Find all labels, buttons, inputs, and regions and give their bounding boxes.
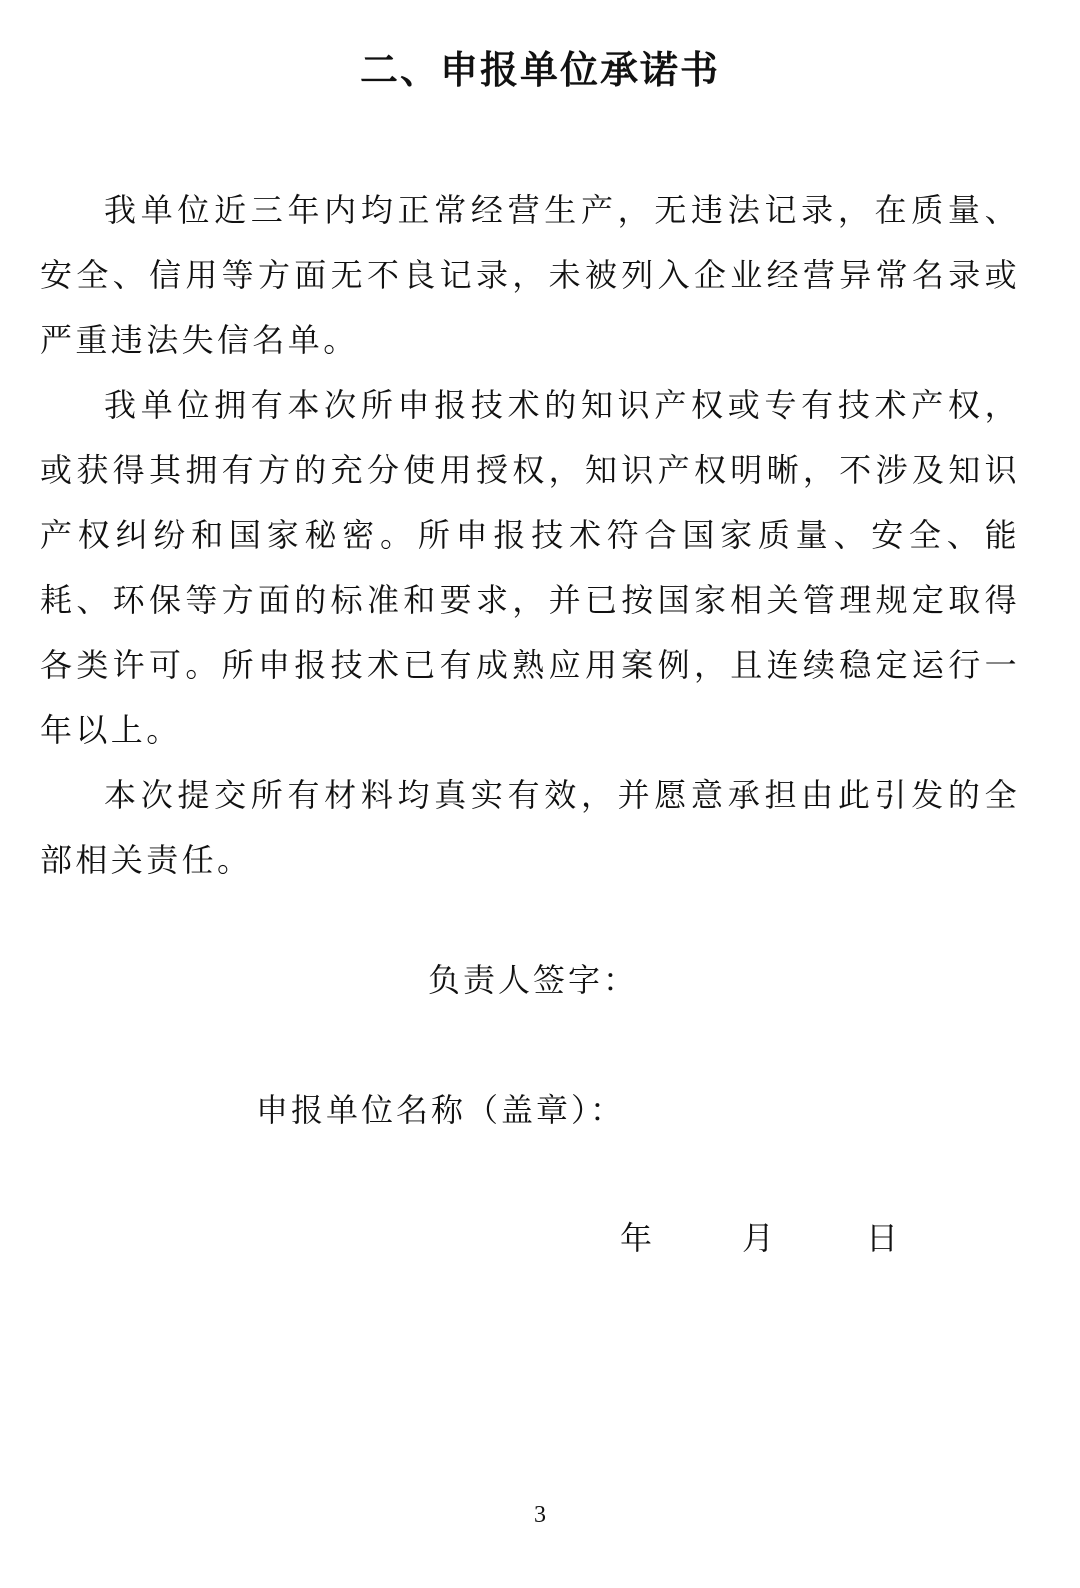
commitment-body <box>40 178 1020 893</box>
date-month-label: 月 <box>742 1219 778 1257</box>
page-title: 二、申报单位承诺书 <box>359 48 720 92</box>
paragraph-intellectual-property: 我单位拥有本次所申报技术的知识产权或专有技术产权，或获得其拥有方的充分使用授权，知识产权明晰，不涉及知识产权纠纷和国家秘密。所申报技术符合国家质量、安全、能耗、环保等方面的标准和要求，并已按国家相关管理规定取得各类许可。所申报技术已有成熟应用案例，且连续稳定运行一年以上。 <box>40 386 1020 749</box>
date-year-label: 年 <box>620 1219 656 1257</box>
paragraph-compliance: 我单位近三年内均正常经营生产，无违法记录，在质量、安全、信用等方面无不良记录，未被列入企业经营异常名录或严重违法失信名单。 <box>40 191 1020 359</box>
paragraph-authenticity: 本次提交所有材料均真实有效，并愿意承担由此引发的全部相关责任。 <box>40 776 1020 879</box>
page-number: 3 <box>534 1502 546 1528</box>
unit-name-label: 申报单位名称（盖章）： <box>256 1091 626 1129</box>
date-day-label: 日 <box>866 1219 902 1257</box>
signer-label: 负责人签字： <box>428 961 639 999</box>
